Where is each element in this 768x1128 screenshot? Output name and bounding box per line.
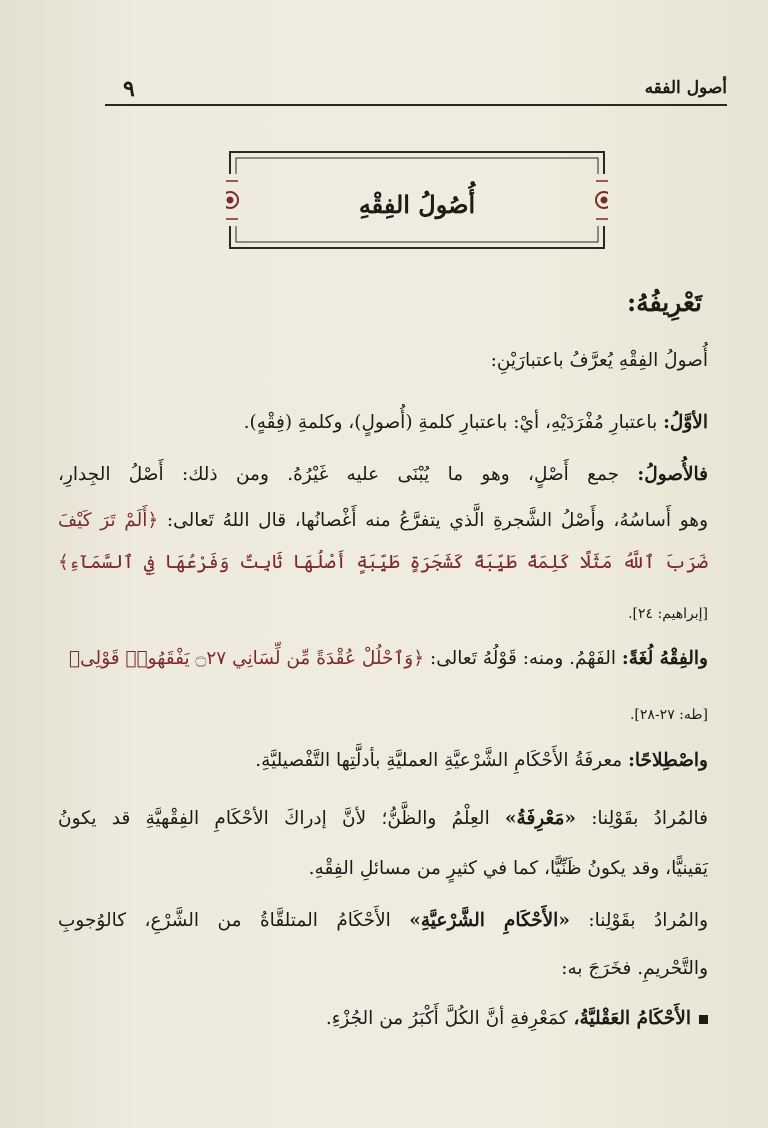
line-text: معرفَةُ الأَحْكَامِ الشَّرْعيَّةِ العمليَّةِ بأدلَّتِها التَّفْصيليَّةِ.	[255, 750, 629, 771]
text-line	[58, 464, 708, 486]
text-line	[58, 808, 708, 830]
chapter-title: أُصُولُ الفِقْهِ	[358, 190, 476, 219]
quoted-term: «الأَحْكَامِ الشَّرْعيَّةِ»	[409, 910, 570, 931]
term-usul: فالأُصولُ:	[637, 464, 708, 485]
text-line	[58, 910, 708, 932]
reference-text: [إبراهيم: ٢٤].	[628, 606, 708, 622]
text-line	[58, 510, 708, 532]
bullet-term: الأَحْكَامُ العَقْليَّةُ،	[573, 1008, 691, 1029]
quoted-term: «مَعْرِفَةُ»	[504, 808, 576, 829]
square-bullet-icon	[699, 1015, 708, 1024]
bullet-item	[58, 1008, 708, 1030]
verse-reference	[58, 606, 708, 623]
chapter-title-frame	[226, 150, 608, 250]
quran-verse-line	[58, 552, 708, 574]
quran-verse: ﴿أَلَمْ تَرَ كَيْفَ	[58, 510, 159, 531]
line-text: فالمُرادُ بقَوْلِنا:	[575, 808, 709, 829]
line-text: أُصولُ الفِقْهِ يُعرَّفُ باعتبارَيْنِ:	[490, 350, 708, 371]
verse-reference	[58, 707, 708, 724]
header-rule	[105, 104, 727, 106]
term-fiqh-language: والفِقْهُ لُغَةً:	[621, 648, 708, 669]
line-text: يَقينيًّا، وقد يكونُ ظَنِّيًّا، كما في كثيرٍ من مسائلِ الفِقْهِ.	[308, 858, 708, 879]
quran-verse: ضَرَبَ ٱللَّهُ مَثَلًا كَلِمَةً طَيِّبَةً كَشَجَرَةٍ طَيِّبَةٍ أَصْلُهَا ثَابِتٌ وَفَرْعُهَا فِي ٱلسَّمَآءِ﴾	[58, 552, 708, 573]
reference-text: [طه: ٢٧-٢٨].	[629, 707, 708, 723]
line-text: والتَّحْريمِ. فخَرَجَ به:	[561, 958, 708, 979]
term-first: الأوَّلُ:	[663, 412, 708, 433]
text-line	[58, 350, 708, 372]
page-number: ٩	[123, 76, 135, 102]
text-line	[58, 412, 708, 434]
line-text: الأَحْكَامُ المتلقَّاةُ من الشَّرْعِ، كالوُجوبِ	[58, 910, 410, 931]
line-text: الفَهْمُ. ومنه: قَوْلُهُ تَعالى:	[424, 648, 622, 669]
line-text: جمع أَصْلٍ، وهو ما يُبْنَى عليه غَيْرُهُ. ومن ذلك: أَصْلُ الجِدارِ،	[58, 464, 638, 485]
line-text: العِلْمُ والظَّنُّ؛ لأنَّ إدراكَ الأحْكَامِ الفِقْهيَّةِ قد يكونُ	[58, 808, 505, 829]
text-line	[58, 648, 708, 670]
running-header	[105, 76, 727, 102]
text-line	[58, 958, 708, 980]
quran-verse: ﴿وَٱحْلُلْ عُقْدَةً مِّن لِّسَانِي ۝٢٧ يَفْقَهُوا۟ قَوْلِى﴾	[69, 648, 425, 669]
running-title: أصول الفقه	[644, 78, 727, 98]
section-title: تَعْرِيفُهُ:	[626, 288, 702, 317]
text-line	[58, 750, 708, 772]
line-text: والمُرادُ بقَوْلِنا:	[569, 910, 708, 931]
line-text: كمَعْرِفةِ أنَّ الكُلَّ أَكْبَرُ من الجُزْءِ.	[325, 1008, 574, 1029]
term-technical: واصْطِلاحًا:	[628, 750, 708, 771]
text-line	[58, 858, 708, 880]
line-text: باعتبارِ مُفْرَدَيْهِ، أيْ: باعتبارِ كلمةِ (أُصولٍ)، وكلمةِ (فِقْهٍ).	[243, 412, 664, 433]
line-text: وهو أَساسُهُ، وأَصْلُ الشَّجرةِ الَّذي يتفرَّعُ منه أَغْصانُها، قال اللهُ تَعالى:	[158, 510, 709, 531]
